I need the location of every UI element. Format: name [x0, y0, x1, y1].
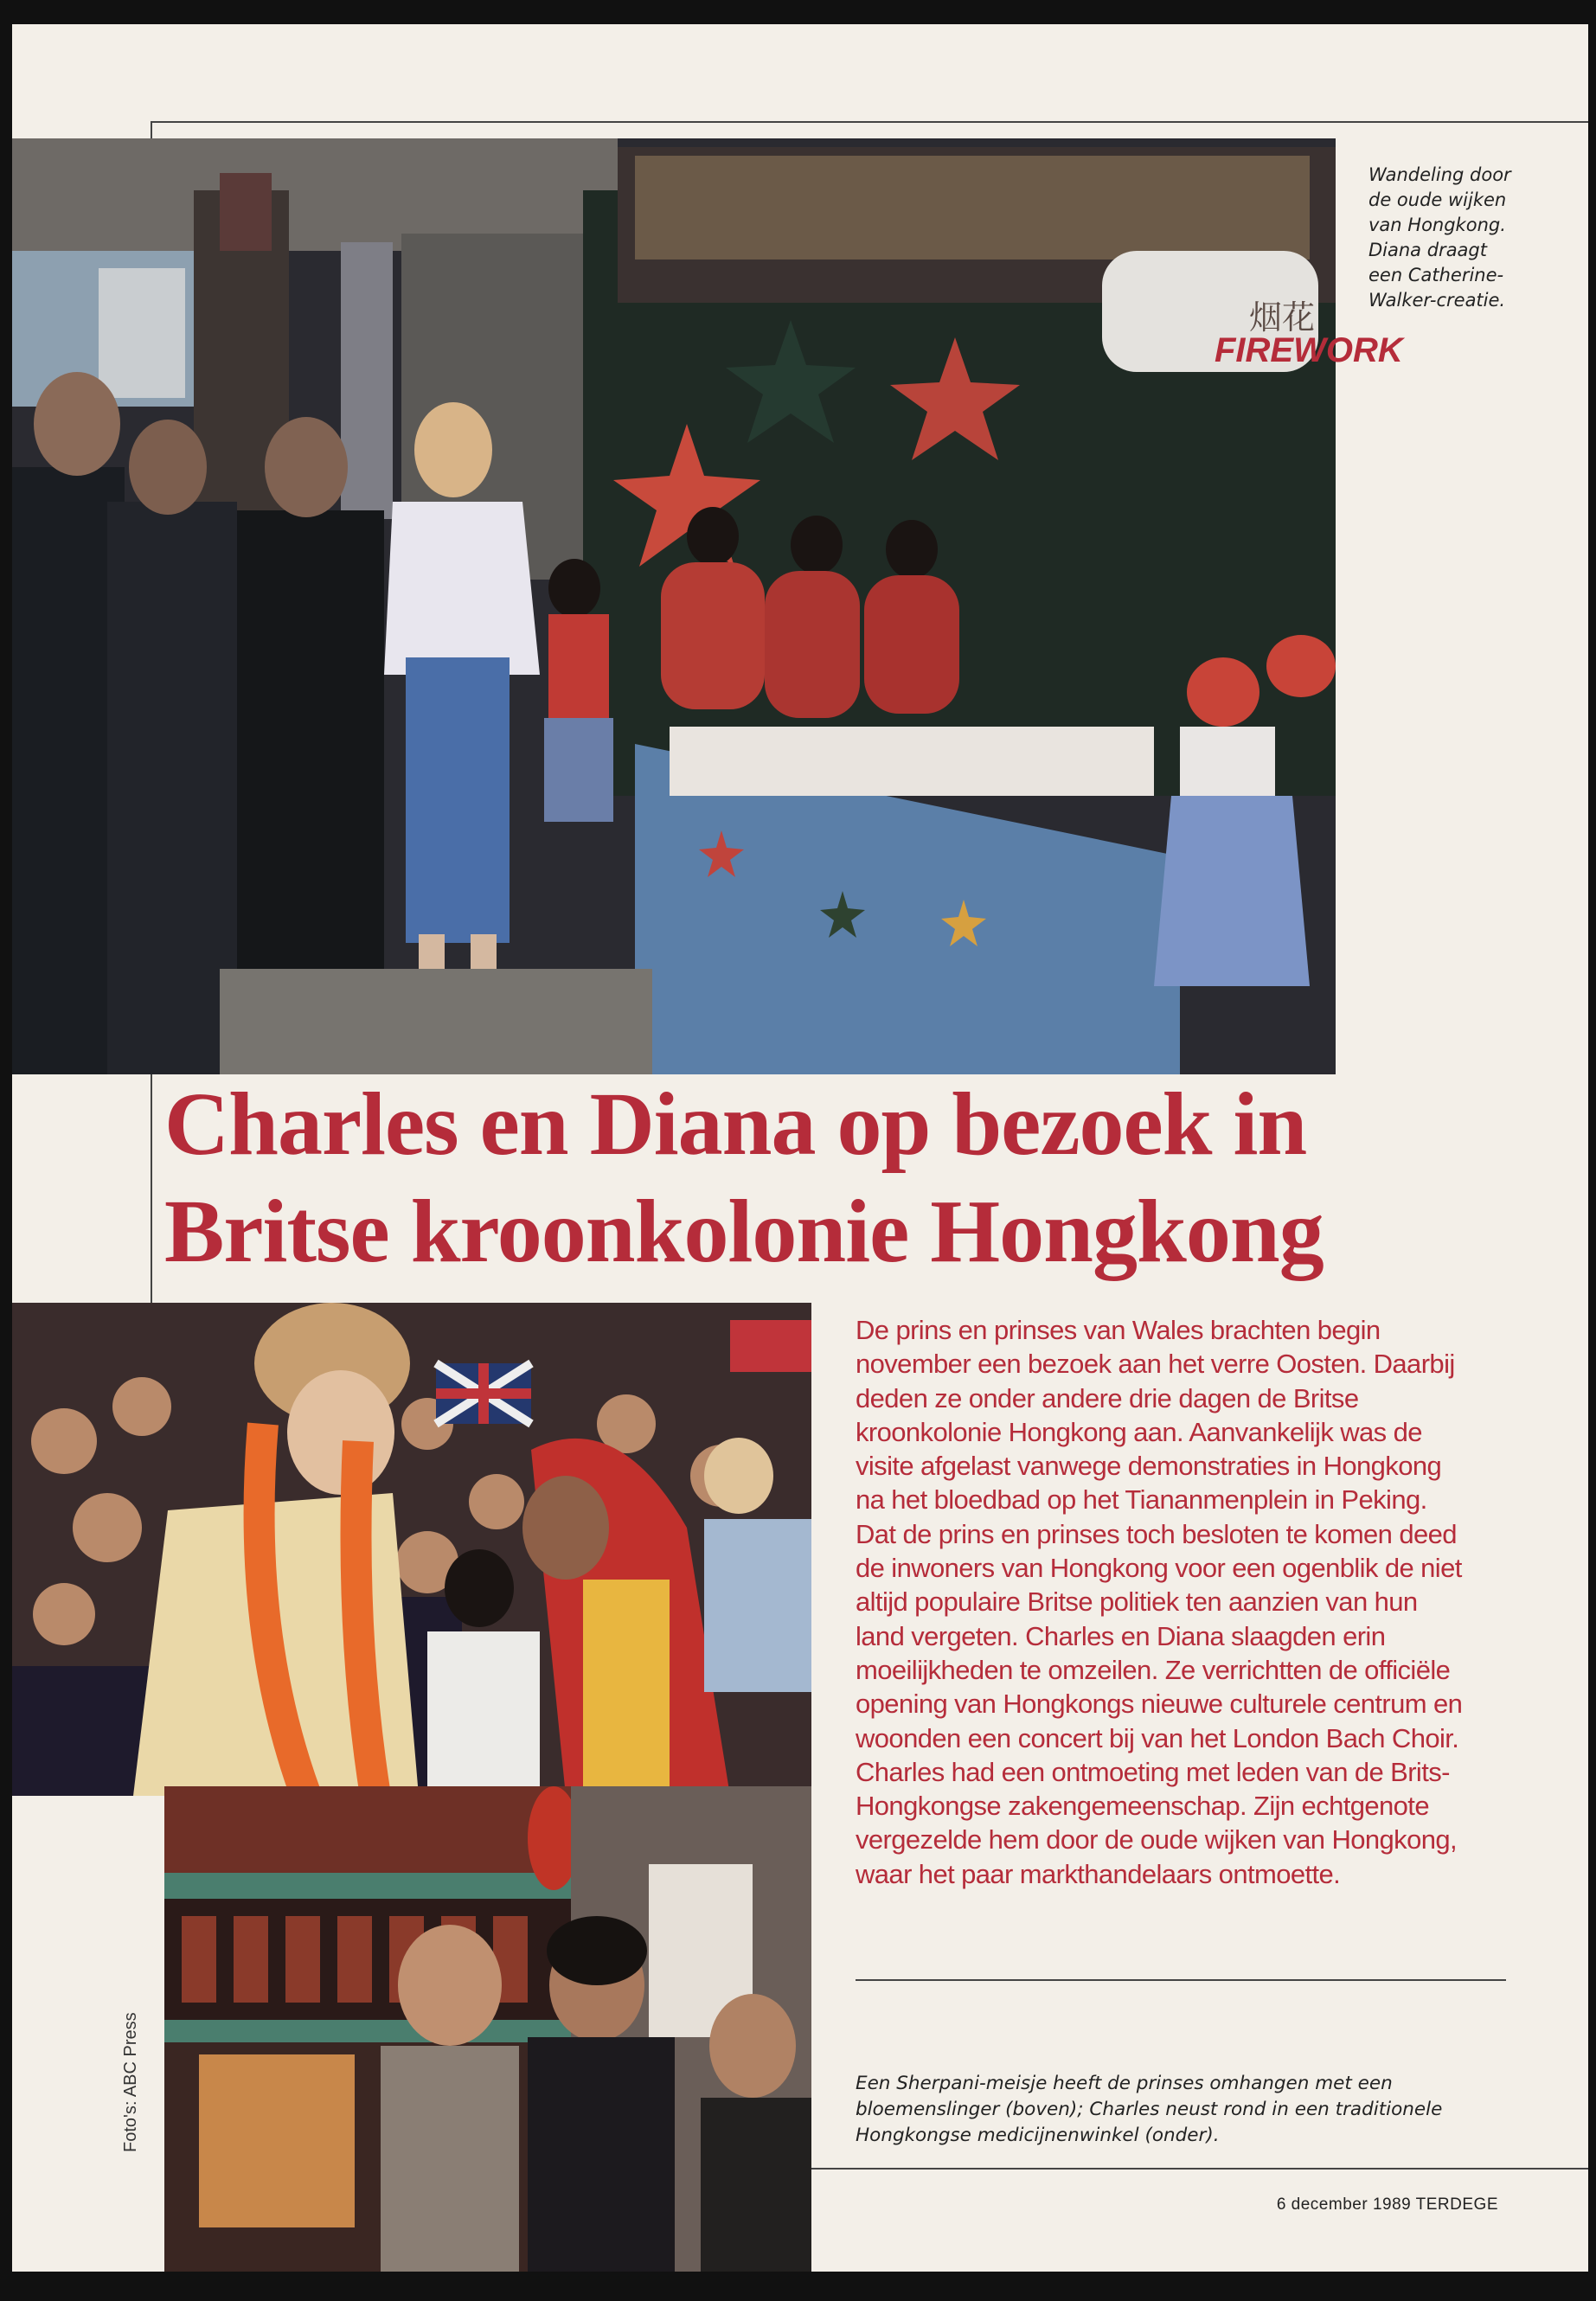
page-footer: 6 december 1989 TERDEGE [1276, 2195, 1498, 2214]
magazine-page [12, 24, 1588, 2272]
caption-top: Wandeling door de oude wijken van Hongkong. Diana draagt een Catherine-Walker-creatie. [1368, 164, 1511, 311]
firework-sign-text: FIREWORK [1215, 331, 1403, 369]
headline-line-2: Britse kroonkolonie Hongkong [164, 1182, 1324, 1281]
firework-sign-cjk: 烟花 [1249, 298, 1316, 336]
headline-line-1: Charles en Diana op bezoek in [164, 1074, 1307, 1174]
photo-charles-shop [164, 1786, 811, 2272]
caption-rule [856, 1979, 1506, 1981]
headline [164, 1071, 1462, 1285]
article-body: De prins en prinses van Wales brachten begin november een bezoek aan het verre Oosten. Daarbij deden ze onder andere drie dagen de Britse kroonkolonie Hongkong aan. Aanvankelijk was de visite afgelast vanwege demonstraties in Hongkong na het bloedbad op het Tiananmenplein in Peking. Dat de prins en prinses toch besloten te komen deed de inwoners van Hongkong voor een ogenblik de niet altijd populaire Britse politiek ten aanzien van hun land vergeten. Charles en Diana slaagden erin moeilijkheden te omzeilen. Ze verrichtten de officiële opening van Hongkongs nieuwe culturele centrum en woonden een concert bij van het London Bach Choir. Charles had een ontmoeting met leden van de Brits-Hongkongse zakengemeenschap. Zijn echtgenote vergezelde hem door de oude wijken van Hongkong, waar het paar markthandelaars ontmoette. [856, 1315, 1463, 1889]
caption-bottom: Een Sherpani-meisje heeft de prinses omhangen met een bloemenslinger (boven); Charles neust rond in een traditionele Hongkongse medicijnenwinkel (onder). [856, 2073, 1443, 2146]
top-rule [151, 121, 1588, 123]
footer-rule [811, 2168, 1588, 2170]
photo-diana-walk [12, 138, 1403, 1074]
photo-diana-garland [12, 1303, 811, 1796]
photo-credit: Foto's: ABC Press [121, 2012, 140, 2152]
